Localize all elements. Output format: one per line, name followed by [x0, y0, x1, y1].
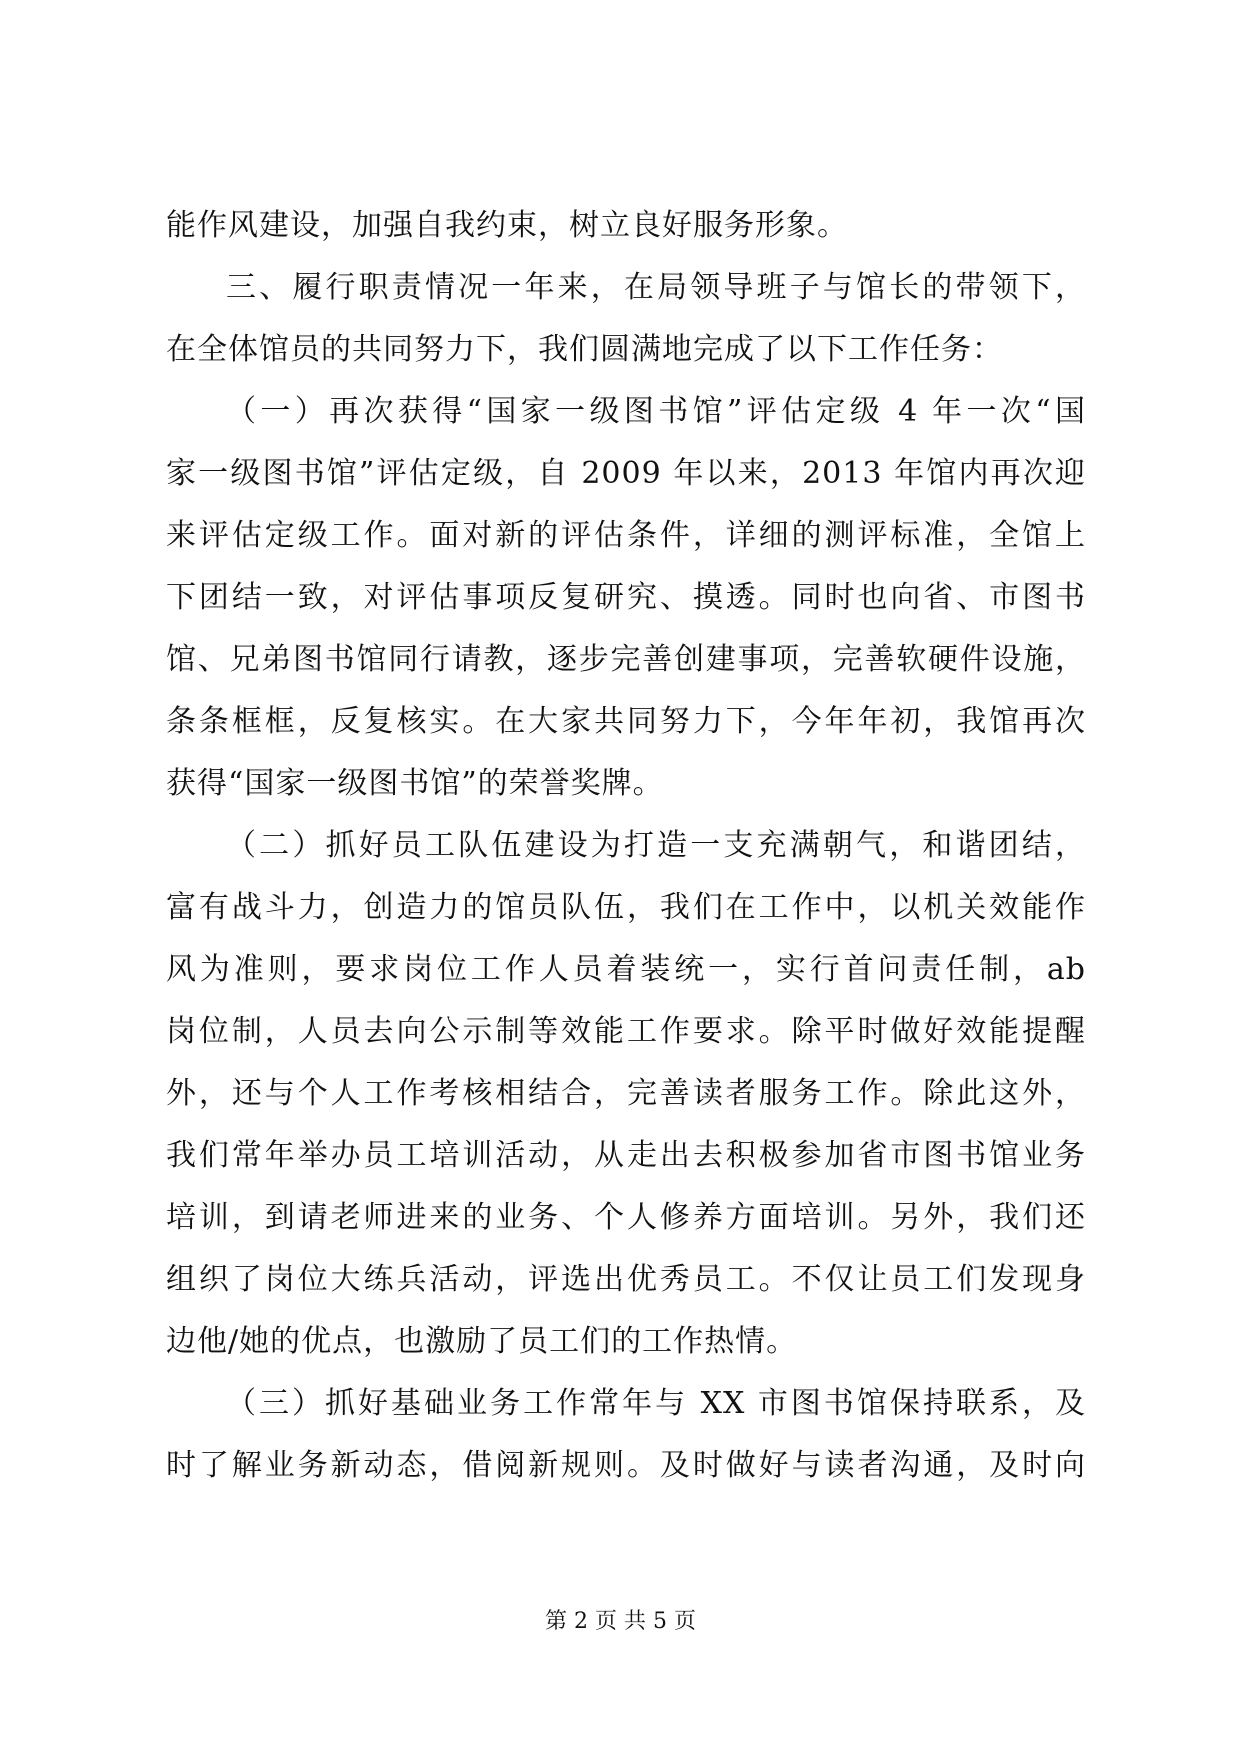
section-heading-line: 三、履行职责情况一年来，在局领导班子与馆长的带领下， — [226, 270, 1086, 305]
text-line: 培训，到请老师进来的业务、个人修养方面培训。另外，我们还 — [166, 1200, 1086, 1235]
subsection-heading-line: （一）再次获得“国家一级图书馆”评估定级 4 年一次“国 — [226, 394, 1086, 429]
text-line: 能作风建设，加强自我约束，树立良好服务形象。 — [166, 208, 848, 243]
subsection-heading-line: （二）抓好员工队伍建设为打造一支充满朝气，和谐团结， — [226, 828, 1086, 863]
text-line: 下团结一致，对评估事项反复研究、摸透。同时也向省、市图书 — [166, 580, 1086, 615]
text-line: 在全体馆员的共同努力下，我们圆满地完成了以下工作任务： — [166, 332, 1003, 367]
text-line: 条条框框，反复核实。在大家共同努力下，今年年初，我馆再次 — [166, 704, 1086, 739]
text-line: 家一级图书馆”评估定级，自 2009 年以来，2013 年馆内再次迎 — [166, 456, 1086, 491]
text-line: 获得“国家一级图书馆”的荣誉奖牌。 — [166, 766, 664, 801]
text-line: 组织了岗位大练兵活动，评选出优秀员工。不仅让员工们发现身 — [166, 1262, 1086, 1297]
text-line: 来评估定级工作。面对新的评估条件，详细的测评标准，全馆上 — [166, 518, 1086, 553]
text-line: 风为准则，要求岗位工作人员着装统一，实行首问责任制，ab — [166, 952, 1086, 987]
text-line: 边他/她的优点，也激励了员工们的工作热情。 — [166, 1324, 798, 1359]
subsection-heading-line: （三）抓好基础业务工作常年与 XX 市图书馆保持联系，及 — [226, 1386, 1086, 1421]
text-line: 岗位制，人员去向公示制等效能工作要求。除平时做好效能提醒 — [166, 1014, 1086, 1049]
text-line: 我们常年举办员工培训活动，从走出去积极参加省市图书馆业务 — [166, 1138, 1086, 1173]
page-footer: 第 2 页 共 5 页 — [545, 1609, 696, 1634]
body-text — [166, 195, 1086, 1497]
text-line: 时了解业务新动态，借阅新规则。及时做好与读者沟通，及时向 — [166, 1448, 1086, 1483]
text-line: 馆、兄弟图书馆同行请教，逐步完善创建事项，完善软硬件设施， — [166, 642, 1086, 677]
text-line: 富有战斗力，创造力的馆员队伍，我们在工作中，以机关效能作 — [166, 890, 1086, 925]
text-line: 外，还与个人工作考核相结合，完善读者服务工作。除此这外， — [166, 1076, 1086, 1111]
